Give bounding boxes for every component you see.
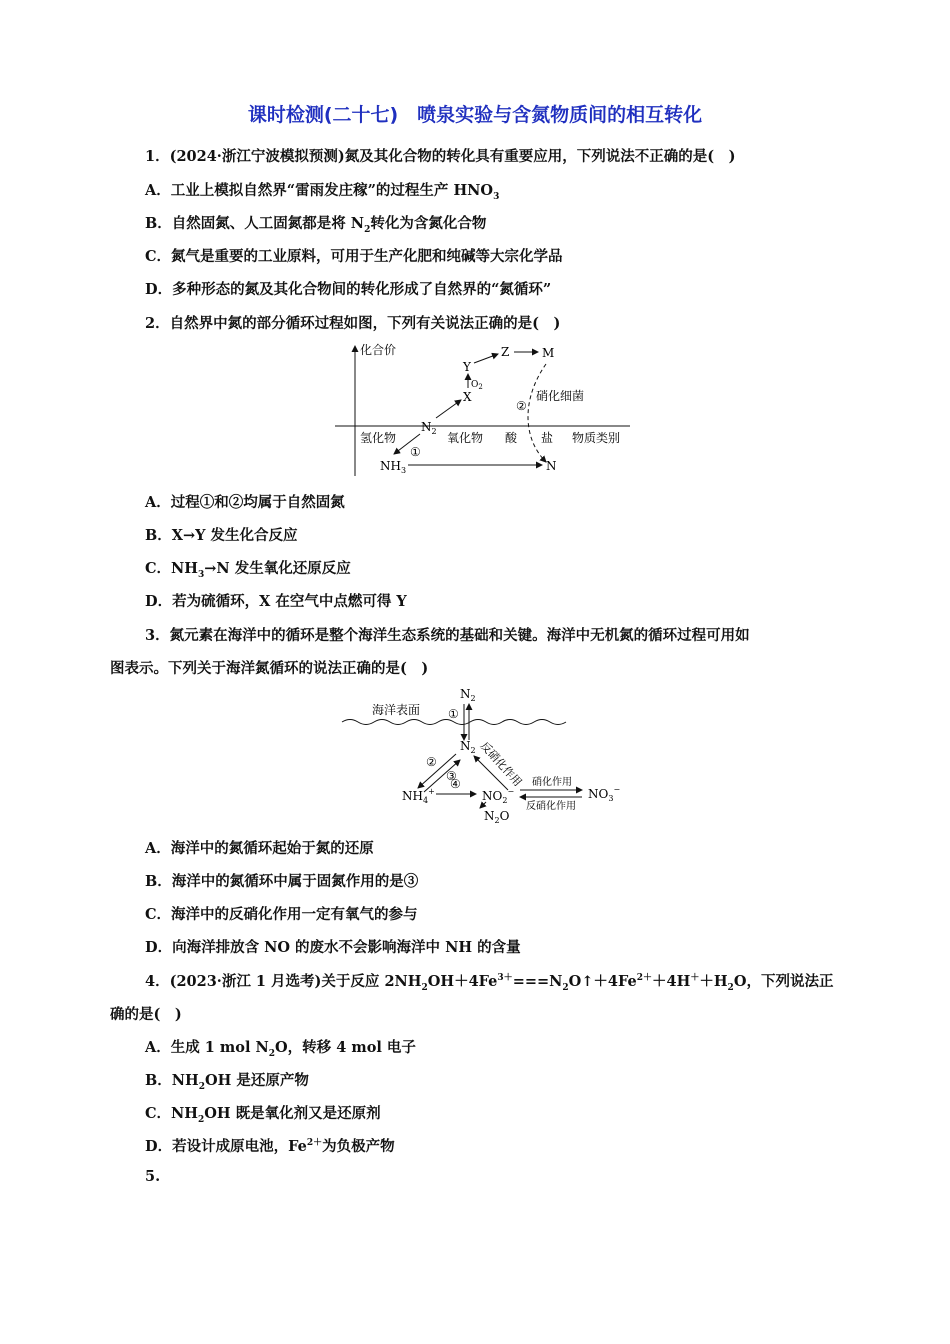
x-axis-label: 物质类别 (572, 431, 621, 445)
sea-surface-label: 海洋表面 (372, 703, 421, 717)
y-axis-label: 化合价 (360, 343, 397, 357)
label-n2-top: $N_2$ (460, 687, 476, 703)
q2-option-c: C．$NH_3\to N$ 发生氧化还原反应 (145, 560, 351, 580)
q1-option-a: A．工业上模拟自然界“雷雨发庄稼”的过程生产 $HNO_3$ (145, 182, 500, 202)
q2-option-a: A．过程①和②均属于自然固氮 (145, 494, 345, 511)
q1-option-d: D．多种形态的氮及其化合物间的转化形成了自然界的“氮循环” (145, 281, 552, 298)
ocean-nitrogen-cycle-diagram (340, 684, 630, 824)
label-nh3: $NH_3$ (380, 459, 407, 475)
circle-1-label: ① (410, 445, 421, 459)
q5-number: 5. (145, 1168, 161, 1185)
q4-stem-line1: 4．(2023·浙江 1 月选考)关于反应 $2NH_2OH+4Fe^{3+}===N_2O↑+4Fe^{2+}+4H^++H_2O$，下列说法正 (145, 973, 834, 993)
q4-option-c: C．$NH_2OH$ 既是氧化剂又是还原剂 (145, 1105, 381, 1125)
q1-option-b: B．自然固氮、人工固氮都是将 $N_2$转化为含氮化合物 (145, 215, 487, 235)
denitrification-label: 反硝化作用 (477, 739, 525, 789)
label-n2-lower: $N_2$ (460, 739, 476, 755)
q1-stem: 1．(2024·浙江宁波模拟预测)氮及其化合物的转化具有重要应用，下列说法不正确的是( ) (145, 148, 736, 165)
q3-option-c: C．海洋中的反硝化作用一定有氧气的参与 (145, 906, 418, 923)
circle-2-label: ② (426, 755, 437, 769)
circle-3-label: ③ (446, 769, 457, 783)
label-o2: $O_2$ (471, 380, 483, 391)
label-x: X (463, 390, 472, 404)
q3-option-b: B．海洋中的氮循环中属于固氮作用的是③ (145, 873, 419, 890)
label-nh4: $NH_4^+$ (402, 787, 435, 805)
category-oxide: 氧化物 (447, 431, 484, 445)
label-no2: $NO_2^-$ (482, 787, 515, 805)
q4-stem-line2: 确的是( ) (110, 1006, 182, 1023)
circle-1-label: ① (448, 707, 459, 721)
category-hydride: 氢化物 (360, 431, 397, 445)
q4-option-a: A．生成 1 mol $N_2O$，转移 4 mol 电子 (145, 1039, 416, 1059)
label-y: Y (463, 360, 471, 374)
q2-stem: 2．自然界中氮的部分循环过程如图，下列有关说法正确的是( ) (145, 315, 561, 332)
q2-option-d: D．若为硫循环，X 在空气中点燃可得 Y (145, 593, 407, 610)
nitrogen-cycle-diagram (330, 338, 640, 480)
q3-option-d: D．向海洋排放含 NO 的废水不会影响海洋中 NH 的含量 (145, 939, 521, 956)
nitrifying-bacteria-label: 硝化细菌 (536, 389, 585, 403)
nitrification-label: 硝化作用 (532, 777, 572, 788)
q3-stem-line1: 3．氮元素在海洋中的循环是整个海洋生态系统的基础和关键。海洋中无机氮的循环过程可用如 (145, 627, 750, 644)
q3-option-a: A．海洋中的氮循环起始于氮的还原 (145, 840, 374, 857)
label-n: N (546, 459, 557, 473)
label-n2o: $N_2O$ (484, 809, 510, 824)
circle-2-label: ② (516, 399, 527, 413)
denitrification-label-2: 反硝化作用 (526, 801, 576, 812)
q1-option-c: C．氮气是重要的工业原料，可用于生产化肥和纯碱等大宗化学品 (145, 248, 563, 265)
q3-stem-line2: 图表示。下列关于海洋氮循环的说法正确的是( ) (110, 660, 429, 677)
dashed-arrow-m-to-n (528, 364, 546, 462)
category-acid: 酸 (505, 431, 518, 445)
category-salt: 盐 (541, 431, 554, 445)
q2-option-b: B．X→Y 发生化合反应 (145, 527, 298, 544)
label-n2: $N_2$ (421, 420, 437, 436)
page-title: 课时检测(二十七) 喷泉实验与含氮物质间的相互转化 (247, 104, 703, 126)
label-no3: $NO_3^-$ (588, 785, 621, 803)
label-z: Z (501, 345, 510, 359)
arrow-n2-x (436, 400, 461, 418)
circle-4-label: ④ (450, 777, 461, 791)
arrow-y-z (474, 354, 498, 363)
label-m: M (542, 346, 555, 360)
q4-option-d: D．若设计成原电池，$Fe^{2+}$为负极产物 (145, 1138, 395, 1155)
q4-option-b: B．$NH_2OH$ 是还原产物 (145, 1072, 309, 1092)
